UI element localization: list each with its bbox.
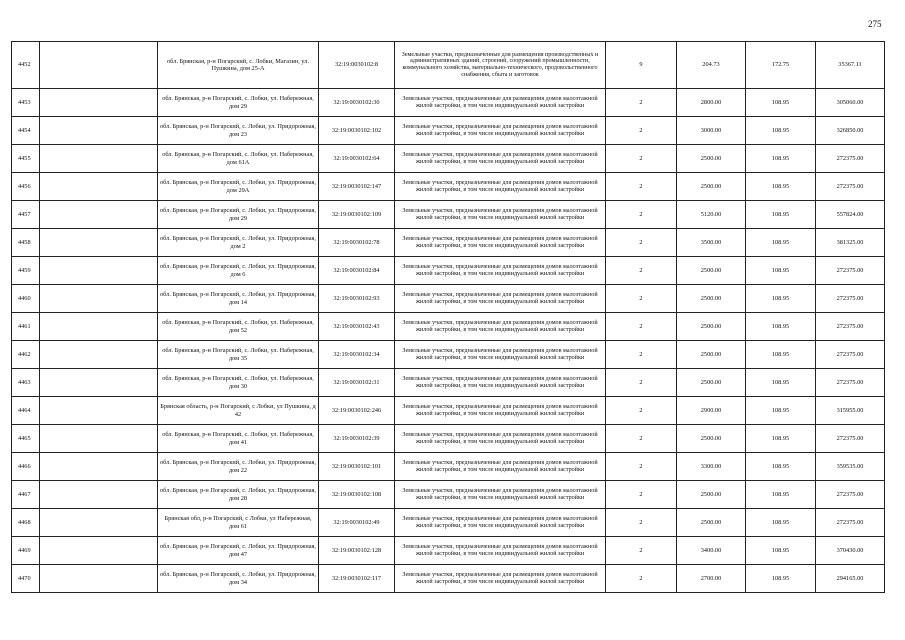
cell-group: 2 [606,481,677,509]
cell-group: 2 [606,229,677,257]
cell-area: 2500.00 [677,509,746,537]
cell-row-number: 4454 [12,117,40,145]
cell-area: 2500.00 [677,369,746,397]
cell-cadastral-value: 381325.00 [816,229,885,257]
cell-cadastral-number: 32:19:0030102:30 [319,89,395,117]
cell-group: 2 [606,117,677,145]
table-row [12,481,885,509]
cell-land-use: Земельные участки, предназначенные для размещения производственных и административных зданий, строений, сооружений промышленности, коммунального хозяйства, материально-технического, продовольственного снабжения, сбыта и заготовок [395,42,606,89]
cell-empty [40,89,158,117]
table-row [12,257,885,285]
cell-cadastral-value: 315955.00 [816,397,885,425]
cell-cadastral-number: 32:19:0030102:31 [319,369,395,397]
cell-cadastral-number: 32:19:0030102:43 [319,313,395,341]
cell-row-number: 4463 [12,369,40,397]
cell-land-use: Земельные участки, предназначенные для размещения домов малоэтажной жилой застройки, в том числе индивидуальной жилой застройки [395,285,606,313]
cell-land-use: Земельные участки, предназначенные для размещения домов малоэтажной жилой застройки, в том числе индивидуальной жилой застройки [395,201,606,229]
cell-area: 3400.00 [677,537,746,565]
cell-specific-value: 108.95 [746,229,816,257]
cell-area: 2500.00 [677,313,746,341]
cell-group: 2 [606,369,677,397]
cadastral-value-table [11,41,885,593]
cell-specific-value: 108.95 [746,117,816,145]
cell-address: Брянская обл, р-н Погарский, с Лобки, ул Набережная, дом 61 [158,509,319,537]
cell-group: 9 [606,42,677,89]
cell-area: 2900.00 [677,397,746,425]
cell-specific-value: 108.95 [746,173,816,201]
cell-cadastral-number: 32:19:0030102:117 [319,565,395,593]
cell-empty [40,229,158,257]
cell-address: обл. Брянская, р-н Погарский, с. Лобки, ул. Придорожная, дом 22 [158,453,319,481]
cell-land-use: Земельные участки, предназначенные для размещения домов малоэтажной жилой застройки, в том числе индивидуальной жилой застройки [395,537,606,565]
cell-land-use: Земельные участки, предназначенные для размещения домов малоэтажной жилой застройки, в том числе индивидуальной жилой застройки [395,509,606,537]
cell-cadastral-number: 32:19:0030102:246 [319,397,395,425]
table-row [12,89,885,117]
cell-specific-value: 108.95 [746,537,816,565]
cell-cadastral-number: 32:19:0030102:101 [319,453,395,481]
cell-group: 2 [606,89,677,117]
cell-cadastral-value: 272375.00 [816,425,885,453]
cell-group: 2 [606,313,677,341]
cell-area: 2500.00 [677,425,746,453]
cell-row-number: 4470 [12,565,40,593]
cell-group: 2 [606,341,677,369]
cell-land-use: Земельные участки, предназначенные для размещения домов малоэтажной жилой застройки, в том числе индивидуальной жилой застройки [395,425,606,453]
cell-empty [40,257,158,285]
cell-area: 5120.00 [677,201,746,229]
cell-area: 2500.00 [677,257,746,285]
cell-land-use: Земельные участки, предназначенные для размещения домов малоэтажной жилой застройки, в том числе индивидуальной жилой застройки [395,369,606,397]
cell-specific-value: 108.95 [746,313,816,341]
cell-group: 2 [606,173,677,201]
cell-row-number: 4456 [12,173,40,201]
cell-specific-value: 108.95 [746,453,816,481]
cell-group: 2 [606,509,677,537]
table-row [12,201,885,229]
cell-area: 2500.00 [677,481,746,509]
cell-cadastral-value: 359535.00 [816,453,885,481]
table-row [12,453,885,481]
cell-cadastral-value: 272375.00 [816,173,885,201]
cell-specific-value: 108.95 [746,257,816,285]
cell-cadastral-number: 32:19:0030102:49 [319,509,395,537]
table-row [12,369,885,397]
table-row [12,229,885,257]
table-row [12,397,885,425]
cell-address: обл. Брянская, р-н Погарский, с. Лобки, ул. Придорожная, дом 47 [158,537,319,565]
cell-cadastral-value: 294165.00 [816,565,885,593]
cell-empty [40,285,158,313]
cell-address: обл. Брянская, р-н Погарский, с. Лобки, ул. Набережная, дом 35 [158,341,319,369]
cell-row-number: 4462 [12,341,40,369]
cell-specific-value: 108.95 [746,285,816,313]
cell-row-number: 4468 [12,509,40,537]
cell-group: 2 [606,145,677,173]
cell-specific-value: 172.75 [746,42,816,89]
cell-land-use: Земельные участки, предназначенные для размещения домов малоэтажной жилой застройки, в том числе индивидуальной жилой застройки [395,229,606,257]
cell-row-number: 4458 [12,229,40,257]
cell-cadastral-number: 32:19:0030102:128 [319,537,395,565]
cell-cadastral-number: 32:19:0030102:8 [319,42,395,89]
cell-empty [40,369,158,397]
cell-address: обл. Брянская, р-н Погарский, с. Лобки, ул. Придорожная, дом 29А [158,173,319,201]
cell-area: 2800.00 [677,89,746,117]
cell-group: 2 [606,201,677,229]
cell-address: обл. Брянская, р-н Погарский, с. Лобки, ул. Придорожная, дом 6 [158,257,319,285]
cell-cadastral-value: 272375.00 [816,257,885,285]
cell-row-number: 4452 [12,42,40,89]
cell-empty [40,481,158,509]
cell-cadastral-value: 272375.00 [816,313,885,341]
cell-area: 204.73 [677,42,746,89]
table-row [12,313,885,341]
cell-area: 2500.00 [677,173,746,201]
cell-group: 2 [606,453,677,481]
table-row [12,537,885,565]
table-row [12,117,885,145]
cell-empty [40,313,158,341]
table-row [12,341,885,369]
cell-specific-value: 108.95 [746,481,816,509]
cell-area: 2500.00 [677,145,746,173]
cell-specific-value: 108.95 [746,145,816,173]
cell-specific-value: 108.95 [746,341,816,369]
cell-row-number: 4460 [12,285,40,313]
cell-cadastral-value: 272375.00 [816,145,885,173]
cell-cadastral-number: 32:19:0030102:147 [319,173,395,201]
cell-empty [40,397,158,425]
cell-cadastral-number: 32:19:0030102:84 [319,257,395,285]
cell-empty [40,117,158,145]
cell-row-number: 4465 [12,425,40,453]
cell-land-use: Земельные участки, предназначенные для размещения домов малоэтажной жилой застройки, в том числе индивидуальной жилой застройки [395,173,606,201]
cell-cadastral-value: 370430.00 [816,537,885,565]
cell-area: 2500.00 [677,285,746,313]
cell-address: обл. Брянская, р-н Погарский, с. Лобки, ул. Набережная, дом 29 [158,89,319,117]
cell-cadastral-value: 326850.00 [816,117,885,145]
cell-group: 2 [606,425,677,453]
cell-address: обл. Брянская, р-н Погарский, с. Лобки, ул. Придорожная, дом 23 [158,117,319,145]
cell-empty [40,425,158,453]
cell-address: обл. Брянская, р-н Погарский, с. Лобки, ул. Придорожная, дом 2 [158,229,319,257]
cell-area: 3000.00 [677,117,746,145]
page-number: 275 [868,19,882,29]
cell-cadastral-value: 305060.00 [816,89,885,117]
cell-specific-value: 108.95 [746,369,816,397]
cell-row-number: 4464 [12,397,40,425]
cell-empty [40,42,158,89]
table-row [12,425,885,453]
cell-land-use: Земельные участки, предназначенные для размещения домов малоэтажной жилой застройки, в том числе индивидуальной жилой застройки [395,341,606,369]
cell-empty [40,453,158,481]
cell-cadastral-number: 32:19:0030102:93 [319,285,395,313]
cell-land-use: Земельные участки, предназначенные для размещения домов малоэтажной жилой застройки, в том числе индивидуальной жилой застройки [395,313,606,341]
cell-row-number: 4467 [12,481,40,509]
cell-row-number: 4455 [12,145,40,173]
cell-cadastral-number: 32:19:0030102:34 [319,341,395,369]
cell-area: 2500.00 [677,341,746,369]
cell-area: 3500.00 [677,229,746,257]
cell-address: обл. Брянская, р-н Погарский, с. Лобки, ул. Набережная, дом 41 [158,425,319,453]
table-row [12,42,885,89]
cell-empty [40,565,158,593]
cell-cadastral-number: 32:19:0030102:108 [319,481,395,509]
cell-cadastral-value: 272375.00 [816,481,885,509]
cell-cadastral-value: 272375.00 [816,285,885,313]
cell-cadastral-number: 32:19:0030102:109 [319,201,395,229]
cell-empty [40,341,158,369]
table-row [12,509,885,537]
table-row [12,173,885,201]
cell-empty [40,173,158,201]
cell-land-use: Земельные участки, предназначенные для размещения домов малоэтажной жилой застройки, в том числе индивидуальной жилой застройки [395,117,606,145]
cell-cadastral-number: 32:19:0030102:64 [319,145,395,173]
cell-cadastral-value: 272375.00 [816,509,885,537]
cell-row-number: 4459 [12,257,40,285]
table-row [12,565,885,593]
cell-empty [40,509,158,537]
cell-row-number: 4461 [12,313,40,341]
cell-specific-value: 108.95 [746,425,816,453]
cell-empty [40,537,158,565]
cell-area: 3300.00 [677,453,746,481]
cell-cadastral-value: 35367.11 [816,42,885,89]
cell-specific-value: 108.95 [746,509,816,537]
cell-cadastral-value: 557824.00 [816,201,885,229]
cell-group: 2 [606,285,677,313]
cell-specific-value: 108.95 [746,565,816,593]
cell-land-use: Земельные участки, предназначенные для размещения домов малоэтажной жилой застройки, в том числе индивидуальной жилой застройки [395,453,606,481]
cell-empty [40,201,158,229]
cell-row-number: 4469 [12,537,40,565]
cell-specific-value: 108.95 [746,397,816,425]
cell-address: обл. Брянская, р-н Погарский, с. Лобки, ул. Набережная, дом 61А [158,145,319,173]
cell-address: обл. Брянская, р-н Погарский, с. Лобки, Магазин, ул. Пушкина, дом 25-А [158,42,319,89]
cell-address: обл. Брянская, р-н Погарский, с. Лобки, ул. Набережная, дом 30 [158,369,319,397]
cell-row-number: 4457 [12,201,40,229]
cell-cadastral-number: 32:19:0030102:39 [319,425,395,453]
cell-address: обл. Брянская, р-н Погарский, с. Лобки, ул. Придорожная, дом 34 [158,565,319,593]
cell-address: обл. Брянская, р-н Погарский, с. Лобки, ул. Придорожная, дом 14 [158,285,319,313]
cell-land-use: Земельные участки, предназначенные для размещения домов малоэтажной жилой застройки, в том числе индивидуальной жилой застройки [395,89,606,117]
cell-group: 2 [606,537,677,565]
cell-land-use: Земельные участки, предназначенные для размещения домов малоэтажной жилой застройки, в том числе индивидуальной жилой застройки [395,397,606,425]
cell-land-use: Земельные участки, предназначенные для размещения домов малоэтажной жилой застройки, в том числе индивидуальной жилой застройки [395,565,606,593]
cell-address: обл. Брянская, р-н Погарский, с. Лобки, ул. Набережная, дом 52 [158,313,319,341]
cell-empty [40,145,158,173]
cell-land-use: Земельные участки, предназначенные для размещения домов малоэтажной жилой застройки, в том числе индивидуальной жилой застройки [395,145,606,173]
cell-specific-value: 108.95 [746,201,816,229]
cell-land-use: Земельные участки, предназначенные для размещения домов малоэтажной жилой застройки, в том числе индивидуальной жилой застройки [395,257,606,285]
cell-group: 2 [606,257,677,285]
cell-area: 2700.00 [677,565,746,593]
cell-group: 2 [606,565,677,593]
table-row [12,145,885,173]
cell-cadastral-value: 272375.00 [816,369,885,397]
cell-address: обл. Брянская, р-н Погарский, с. Лобки, ул. Придорожная, дом 28 [158,481,319,509]
cell-cadastral-number: 32:19:0030102:102 [319,117,395,145]
cell-row-number: 4453 [12,89,40,117]
cell-cadastral-number: 32:19:0030102:78 [319,229,395,257]
cell-row-number: 4466 [12,453,40,481]
cell-address: Брянская область, р-н Погарский, с Лобки, ул Пушкина, д 42 [158,397,319,425]
cell-land-use: Земельные участки, предназначенные для размещения домов малоэтажной жилой застройки, в том числе индивидуальной жилой застройки [395,481,606,509]
table-row [12,285,885,313]
cell-address: обл. Брянская, р-н Погарский, с. Лобки, ул. Придорожная, дом 29 [158,201,319,229]
cell-group: 2 [606,397,677,425]
cell-cadastral-value: 272375.00 [816,341,885,369]
cell-specific-value: 108.95 [746,89,816,117]
table-body [12,42,885,593]
